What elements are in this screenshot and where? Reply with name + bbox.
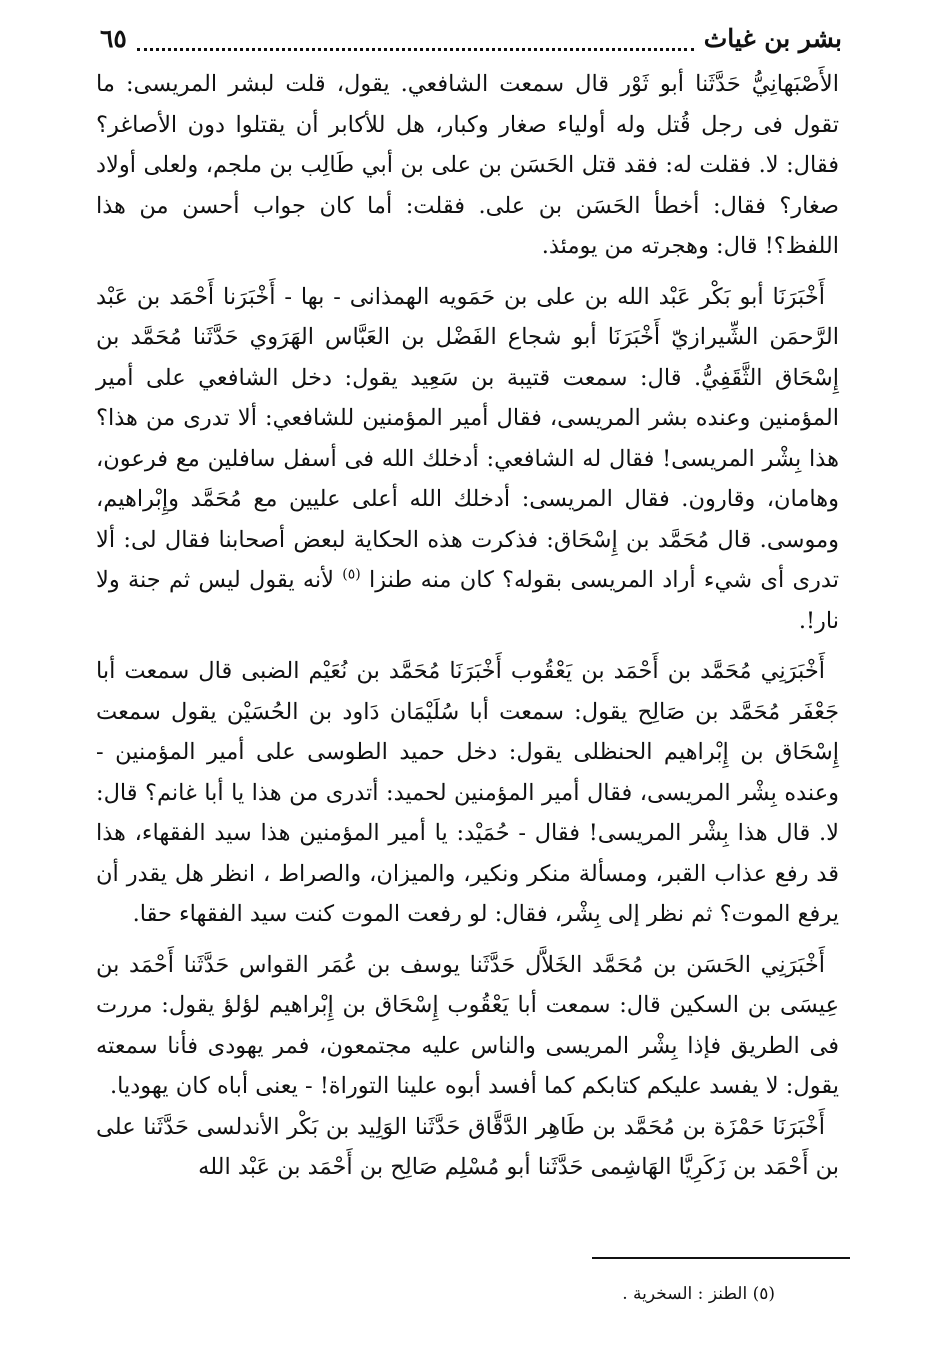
footnote-reference: (٥) xyxy=(342,566,361,583)
paragraph-5: أَخْبَرَنَا حَمْزَة بن مُحَمَّد بن طَاهِر الدَّقَّاق حَدَّثَنا الوَلِيد بن بَكْر الأندلسى حَدَّثَنا على بن أَحْمَد بن زَكَرِيَّا الهَاشِمى حَدَّثَنا أبو مُسْلِم صَالِح بن أَحْمَد بن عَبْد الله xyxy=(96,1113,839,1180)
running-title: بشر بن غياث xyxy=(703,23,842,53)
paragraph-2-text: أَخْبَرَنَا أبو بَكْر عَبْد الله بن على بن حَمَويه الهمذانى - بها - أَخْبَرَنا أَحْمَد بن عَبْد الرَّحمَن الشِّيرازيّ أَخْبَرَنَا أبو شجاع الفَضْل بن العَبَّاس الهَرَوي حَدَّثَنا مُحَمَّد بن إِسْحَاق الثَّقَفِيُّ. قال: سمعت قتيبة بن سَعِيد يقول: دخل الشافعي على أمير المؤمنين وعنده بشر المريسى، فقال أمير المؤمنين للشافعي: ألا تدرى من هذا؟ هذا بِشْر المريسى! فقال له الشافعي: أدخلك الله فى أسفل سافلين مع فرعون، وهامان، وقارون. فقال المريسى: أدخلك الله أعلى عليين مع مُحَمَّد وإِبْراهيم، وموسى. قال مُحَمَّد بن إِسْحَاق: فذكرت هذه الحكاية لبعض أصحابنا فقال لى: ألا تدرى أى شيء أراد المريسى بقوله؟ كان منه طنزا xyxy=(96,283,839,593)
footnote-separator xyxy=(592,1257,850,1259)
dotted-leader xyxy=(137,30,694,51)
paragraph-4: أَخْبَرَنِي الحَسَن بن مُحَمَّد الخَلاَّل حَدَّثَنا يوسف بن عُمَر القواس حَدَّثَنا أَحْمَد بن عِيسَى بن السكين قال: سمعت أبا يَعْقُوب إِسْحَاق بن إِبْراهيم لؤلؤ يقول: مررت فى الطريق فإذا بِشْر المريسى والناس عليه مجتمعون، فمر يهودى فأنا سمعته يقول: لا يفسد عليكم كتابكم كما أفسد أبوه علينا التوراة! - يعنى أباه كان يهوديا. xyxy=(96,951,839,1099)
running-header xyxy=(100,18,842,58)
paragraph-3: أَخْبَرَنِي مُحَمَّد بن أَحْمَد بن يَعْقُوب أَخْبَرَنَا مُحَمَّد بن نُعَيْم الضبى قال سمعت أبا جَعْفَر مُحَمَّد بن صَالِح يقول: سمعت أبا سُلَيْمَان دَاود بن الحُسَيْن يقول سمعت إِسْحَاق بن إِبْراهيم الحنظلى يقول: دخل حميد الطوسى على أمير المؤمنين - وعنده بِشْر المريسى، فقال أمير المؤمنين لحميد: أتدرى من هذا يا أبا غانم؟ قال: لا. قال هذا بِشْر المريسى! فقال - حُمَيْد: يا أمير المؤمنين هذا سيد الفقهاء، هذا قد رفع عذاب القبر، ومسألة منكر ونكير، والميزان، والصراط ، انظر هل يقدر أن يرفع الموت؟ ثم نظر إلى بِشْر، فقال: لو رفعت الموت كنت سيد الفقهاء حقا. xyxy=(96,658,839,927)
page-number: ٦٥ xyxy=(100,23,127,53)
paragraph-2 xyxy=(96,277,839,642)
paragraph-1: الأَصْبَهانِيُّ حَدَّثَنا أبو ثَوْر قال سمعت الشافعي. يقول، قلت لبشر المريسى: ما تقول فى رجل قُتل وله أولياء صغار وكبار، هل للأكابر أن يقتلوا دون الأصاغر؟ فقال: لا. فقلت له: فقد قتل الحَسَن بن على بن أبي طَالِب بن ملجم، ولعلى أولاد صغار؟ فقال: أخطأ الحَسَن بن على. فقلت: أما كان جواب أحسن من هذا اللفظ؟! قال: وهجرته من يومئذ. xyxy=(96,71,839,259)
body-text xyxy=(96,64,839,1188)
paragraph-2-tail: لأنه يقول ليس ثم جنة ولا نار!. xyxy=(96,567,839,634)
footnote: (٥) الطنز : السخرية . xyxy=(622,1284,775,1304)
